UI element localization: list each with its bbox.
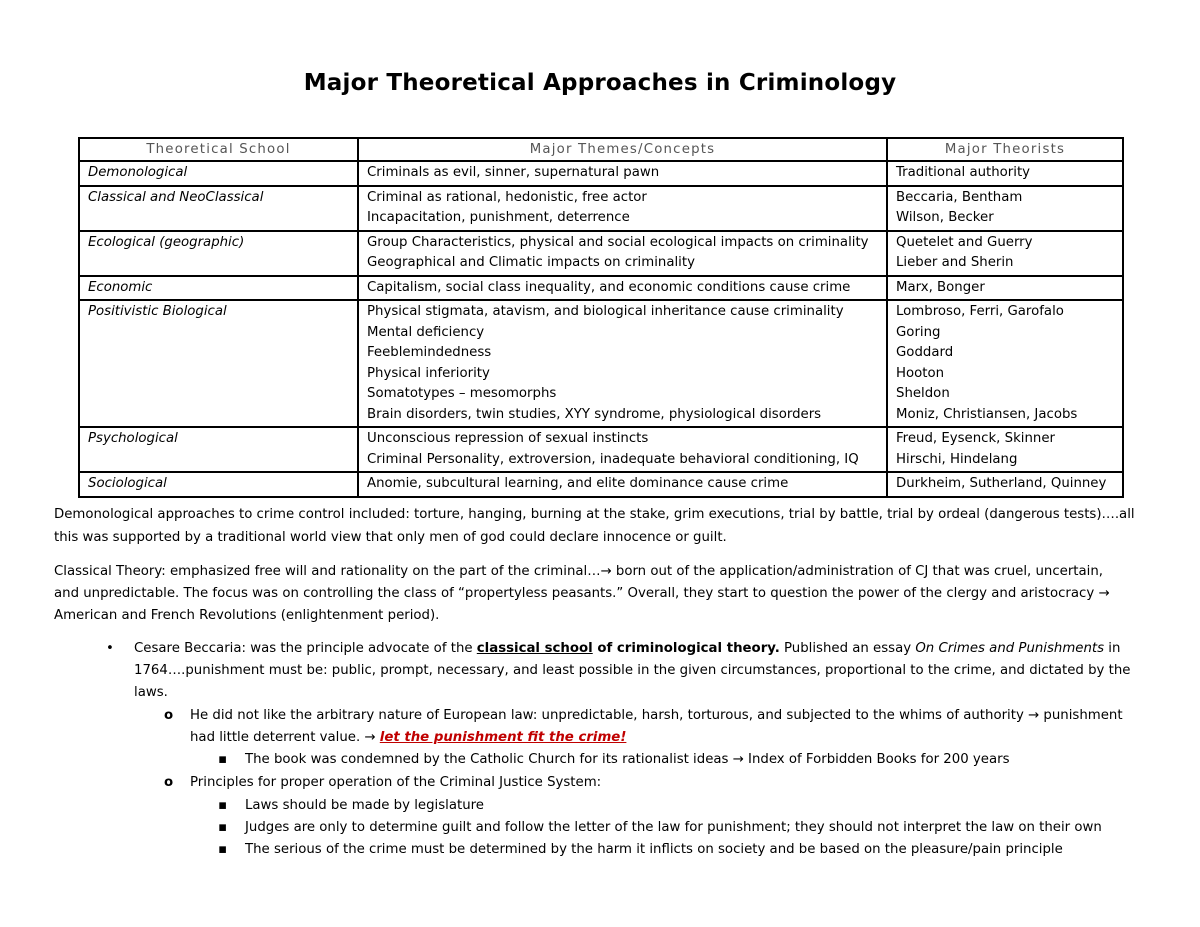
document-title: Major Theoretical Approaches in Criminology: [303, 70, 897, 96]
theme-line: Criminal as rational, hedonistic, free actor: [367, 189, 647, 205]
demonological-paragraph-line-2: this was supported by a traditional world view that only men of god could declare innocence or guilt.: [54, 530, 727, 545]
theorist-line: Lombroso, Ferri, Garofalo: [896, 304, 1064, 319]
header-themes: Major Themes/Concepts: [358, 138, 887, 161]
deterrent-text: had little deterrent value. →: [190, 730, 380, 745]
table-row: [79, 472, 1123, 497]
theme-line: Physical inferiority: [367, 365, 490, 381]
theorists-cell: [887, 276, 1123, 301]
theme-line: Group Characteristics, physical and social ecological impacts on criminality: [367, 234, 869, 250]
principle-item: The serious of the crime must be determined by the harm it inflicts on society and be based on the pleasure/pain principle: [245, 842, 1063, 857]
school-cell: Sociological: [79, 472, 358, 497]
theme-line: Criminal Personality, extroversion, inadequate behavioral conditioning, IQ: [367, 451, 859, 467]
theme-line: Criminals as evil, sinner, supernatural pawn: [367, 165, 660, 180]
themes-cell: [358, 300, 887, 427]
theme-line: Incapacitation, punishment, deterrence: [367, 210, 630, 225]
beccaria-line-3: laws.: [134, 685, 168, 700]
square-bullet-icon: ▪: [218, 820, 228, 835]
themes-cell: [358, 472, 887, 497]
table-row: [79, 300, 1123, 427]
theorist-line: Goring: [896, 324, 941, 340]
essay-title: On Crimes and Punishments: [915, 641, 1105, 656]
school-cell: Classical and NeoClassical: [79, 186, 358, 231]
principles-heading: Principles for proper operation of the Criminal Justice System:: [190, 775, 602, 790]
theme-line: Somatotypes – mesomorphs: [367, 386, 557, 401]
theorists-cell: [887, 427, 1123, 472]
theorist-line: Beccaria, Bentham: [896, 189, 1023, 205]
theorist-line: Sheldon: [896, 386, 950, 401]
school-cell: Ecological (geographic): [79, 231, 358, 276]
theme-line: Brain disorders, twin studies, XYY syndrome, physiological disorders: [367, 406, 822, 422]
theorist-line: Quetelet and Guerry: [896, 234, 1033, 250]
theorist-line: Moniz, Christiansen, Jacobs: [896, 406, 1078, 422]
school-cell: Psychological: [79, 427, 358, 472]
themes-cell: [358, 276, 887, 301]
theorist-line: Durkheim, Sutherland, Quinney: [896, 476, 1107, 491]
arbitrary-law-line-1: He did not like the arbitrary nature of European law: unpredictable, harsh, torturous, and subjected to the whims of authority → punishment: [190, 708, 1123, 723]
themes-cell: [358, 427, 887, 472]
theorists-cell: [887, 472, 1123, 497]
theorists-cell: [887, 186, 1123, 231]
punishment-fit-crime-text: let the punishment fit the crime!: [379, 730, 627, 745]
themes-cell: [358, 186, 887, 231]
theme-line: Feeblemindedness: [367, 345, 492, 360]
theme-line: Mental deficiency: [367, 324, 485, 340]
theorist-line: Freud, Eysenck, Skinner: [896, 431, 1055, 446]
themes-cell: [358, 161, 887, 186]
principle-item: Laws should be made by legislature: [245, 798, 484, 813]
theme-line: Unconscious repression of sexual instincts: [367, 431, 649, 446]
arbitrary-law-line-2: [190, 727, 626, 750]
theorists-cell: [887, 300, 1123, 427]
table-row: [79, 186, 1123, 231]
theme-line: Capitalism, social class inequality, and economic conditions cause crime: [367, 279, 851, 295]
beccaria-intro: Cesare Beccaria: was the principle advocate of the: [134, 641, 477, 656]
essay-text: Published an essay: [779, 641, 916, 656]
book-condemned-text: The book was condemned by the Catholic Church for its rationalist ideas → Index of Forbidden Books for 200 years: [245, 752, 1010, 767]
header-school: Theoretical School: [79, 138, 358, 161]
theme-line: Physical stigmata, atavism, and biological inheritance cause criminality: [367, 304, 844, 319]
theorists-cell: [887, 161, 1123, 186]
square-bullet-icon: ▪: [218, 752, 228, 767]
table-row: [79, 161, 1123, 186]
school-cell: Demonological: [79, 161, 358, 186]
school-cell: Economic: [79, 276, 358, 301]
theorists-cell: [887, 231, 1123, 276]
square-bullet-icon: ▪: [218, 842, 228, 857]
theme-line: Anomie, subcultural learning, and elite dominance cause crime: [367, 476, 789, 491]
sub-bullet-circle-icon: o: [164, 708, 174, 723]
classical-school-link: classical school: [476, 641, 593, 656]
bullet-dot-icon: •: [106, 641, 114, 656]
beccaria-line-1: [134, 638, 1120, 661]
beccaria-line-2: 1764….punishment must be: public, prompt, necessary, and least possible in the given circumstances, proportional to the crime, and dictated by the: [134, 663, 1131, 678]
classical-paragraph-line-2: and unpredictable. The focus was on controlling the class of “propertyless peasants.” Overall, they start to question the power of the clergy and aristocracy →: [54, 586, 1110, 601]
demonological-paragraph-line-1: Demonological approaches to crime control included: torture, hanging, burning at the stake, grim executions, trial by battle, trial by ordeal (dangerous tests)….all: [54, 507, 1135, 522]
theorist-line: Goddard: [896, 345, 954, 360]
theorist-line: Wilson, Becker: [896, 210, 994, 225]
square-bullet-icon: ▪: [218, 798, 228, 813]
table-row: [79, 231, 1123, 276]
themes-cell: [358, 231, 887, 276]
sub-bullet-circle-icon: o: [164, 775, 174, 790]
essay-in-text: in: [1104, 641, 1121, 656]
theorist-line: Hooton: [896, 365, 945, 381]
school-cell: Positivistic Biological: [79, 300, 358, 427]
theorist-line: Traditional authority: [896, 165, 1031, 180]
classical-paragraph-line-1: Classical Theory: emphasized free will and rationality on the part of the criminal…→ born out of the application/administration of CJ that was cruel, uncertain,: [54, 564, 1104, 579]
criminological-theory-text: of criminological theory.: [592, 641, 780, 656]
classical-paragraph-line-3: American and French Revolutions (enlightenment period).: [54, 608, 440, 623]
table-row: [79, 427, 1123, 472]
theme-line: Geographical and Climatic impacts on criminality: [367, 255, 695, 270]
table-header-row: [79, 138, 1123, 161]
principle-item: Judges are only to determine guilt and follow the letter of the law for punishment; they should not interpret the law on their own: [245, 820, 1102, 835]
theorist-line: Hirschi, Hindelang: [896, 451, 1018, 467]
header-theorists: Major Theorists: [887, 138, 1123, 161]
theorist-line: Lieber and Sherin: [896, 255, 1014, 270]
theorist-line: Marx, Bonger: [896, 279, 985, 295]
table-row: [79, 276, 1123, 301]
theory-table: [78, 137, 1124, 498]
